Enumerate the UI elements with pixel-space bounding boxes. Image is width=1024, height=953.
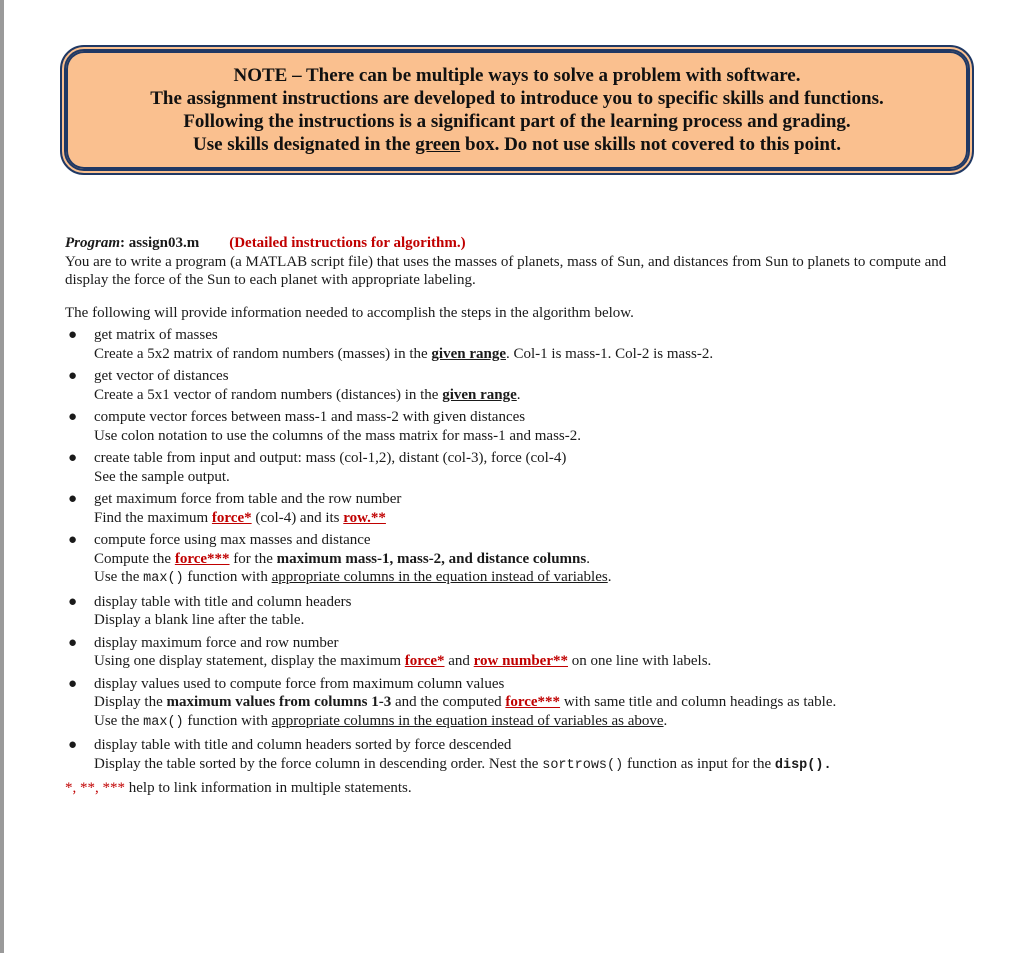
step-get-mass-matrix <box>65 326 985 363</box>
step-detail <box>94 509 985 528</box>
step-title: compute vector forces between mass-1 and mass-2 with given distances <box>94 409 526 425</box>
given-range-emphasis: given range <box>442 386 517 403</box>
max-values-emphasis: maximum values from columns 1-3 <box>166 694 392 710</box>
columns-note-underlined: appropriate columns in the equation instead of variables <box>271 569 608 585</box>
program-detail-note: (Detailed instructions for algorithm.) <box>229 235 466 251</box>
step-title: display maximum force and row number <box>94 634 339 651</box>
intro-text: The following will provide information needed to accomplish the steps in the algorithm below. <box>65 304 634 321</box>
note-line-4-suffix: box. Do not use skills not covered to this point. <box>460 134 842 155</box>
force-triple-star-emphasis: force*** <box>174 550 230 567</box>
page-left-edge <box>0 0 4 953</box>
step-detail <box>94 550 985 569</box>
step-detail-text: with same title and column headings as table. <box>560 694 837 710</box>
step-list <box>65 326 985 775</box>
program-heading <box>65 234 985 253</box>
bullet-icon: ● <box>68 368 78 384</box>
bullet-icon: ● <box>68 532 78 548</box>
note-line-4 <box>193 133 841 156</box>
step-detail-text: Compute the <box>94 550 175 567</box>
step-display-max-values <box>65 675 985 733</box>
step-detail-text: Use the <box>94 569 144 585</box>
step-title: display table with title and column headers sorted by force descended <box>94 737 512 753</box>
max-function-code: max() <box>143 714 184 730</box>
row-number-emphasis: row number** <box>473 653 568 669</box>
step-get-max-force <box>65 490 985 527</box>
step-create-table <box>65 449 985 486</box>
sortrows-function-code: sortrows() <box>542 757 624 773</box>
step-detail: See the sample output. <box>94 468 230 485</box>
note-line-4-prefix: Use skills designated in the <box>192 134 416 155</box>
step-detail-extra <box>94 712 985 733</box>
step-detail-text: Display the <box>94 694 167 710</box>
footer-text: help to link information in multiple statements. <box>125 780 412 796</box>
step-detail <box>94 345 985 364</box>
step-title: get vector of distances <box>94 368 229 384</box>
step-detail-text: function with <box>183 569 272 585</box>
step-detail <box>94 693 985 712</box>
footer-note <box>65 779 985 798</box>
step-detail-text: and <box>444 653 474 669</box>
bullet-icon: ● <box>68 450 78 466</box>
step-title: create table from input and output: mass (col-1,2), distant (col-3), force (col-4) <box>94 450 567 466</box>
row-star-emphasis: row.** <box>343 509 386 526</box>
step-title: display table with title and column headers <box>94 593 352 610</box>
step-compute-max-force <box>65 531 985 589</box>
step-detail-text: . Col-1 is mass-1. Col-2 is mass-2. <box>505 345 714 362</box>
note-box <box>60 45 974 175</box>
force-star-emphasis: force* <box>211 509 252 526</box>
step-detail-text: . <box>663 712 668 729</box>
bullet-icon: ● <box>68 737 78 753</box>
step-detail-text: . <box>586 550 590 567</box>
disp-function-code: disp(). <box>774 757 832 773</box>
note-green-word: green <box>415 134 461 155</box>
force-star-emphasis: force* <box>404 653 445 669</box>
bullet-icon: ● <box>68 675 78 692</box>
step-detail-text: Display the table sorted by the force column in descending order. Nest the <box>94 755 543 772</box>
step-detail-text: on one line with labels. <box>567 653 712 669</box>
step-detail-text: . <box>607 569 612 585</box>
step-detail-text: function with <box>183 712 272 729</box>
footer-stars: *, **, *** <box>65 780 125 796</box>
step-get-distance-vector <box>65 367 985 404</box>
step-detail-text: Create a 5x2 matrix of random numbers (masses) in the <box>94 345 432 362</box>
step-detail: Use colon notation to use the columns of the mass matrix for mass-1 and mass-2. <box>94 427 581 444</box>
step-display-sorted-table <box>65 736 985 775</box>
columns-note-underlined: appropriate columns in the equation instead of variables as above <box>271 712 664 729</box>
step-detail <box>94 755 985 776</box>
bullet-icon: ● <box>68 409 78 425</box>
step-detail-text: Create a 5x1 vector of random numbers (distances) in the <box>94 386 443 403</box>
step-detail-text: for the <box>229 550 277 567</box>
step-detail-text: Find the maximum <box>94 509 212 526</box>
step-detail-text: function as input for the <box>623 755 775 772</box>
bullet-icon: ● <box>68 491 78 507</box>
step-title: compute force using max masses and distance <box>94 532 371 548</box>
step-detail-text: (col-4) and its <box>251 509 344 526</box>
bullet-icon: ● <box>68 327 78 343</box>
max-columns-emphasis: maximum mass-1, mass-2, and distance columns <box>276 550 587 567</box>
step-detail-text: Use the <box>94 712 144 729</box>
step-detail-text: . <box>516 386 521 403</box>
program-description: You are to write a program (a MATLAB script file) that uses the masses of planets, mass of Sun, and distances from Sun to planets to compute and display the force of the Sun to each planet with appropriate labeling. <box>65 253 947 288</box>
force-triple-star-emphasis: force*** <box>505 694 561 710</box>
step-compute-forces <box>65 408 985 445</box>
step-title: display values used to compute force from maximum column values <box>94 675 505 692</box>
bullet-icon: ● <box>68 593 78 610</box>
step-display-max-force <box>65 634 985 671</box>
max-function-code: max() <box>143 571 184 586</box>
step-detail <box>94 386 985 405</box>
step-detail-text: and the computed <box>391 694 506 710</box>
program-colon: : <box>120 235 129 251</box>
step-detail <box>94 652 985 671</box>
step-title: get matrix of masses <box>94 327 218 343</box>
note-line-3: Following the instructions is a significant part of the learning process and grading. <box>183 111 851 132</box>
note-line-2: The assignment instructions are developed to introduce you to specific skills and functions. <box>150 88 884 109</box>
step-title: get maximum force from table and the row number <box>94 491 402 507</box>
bullet-icon: ● <box>68 634 78 651</box>
program-filename: assign03.m <box>128 235 200 251</box>
step-detail-text: Using one display statement, display the maximum <box>94 653 405 669</box>
program-label: Program <box>65 235 121 251</box>
document-body <box>65 234 985 798</box>
note-line-1: NOTE – There can be multiple ways to solve a problem with software. <box>233 65 801 86</box>
step-display-table <box>65 593 985 630</box>
step-detail-extra <box>94 568 985 589</box>
given-range-emphasis: given range <box>431 345 506 362</box>
step-detail: Display a blank line after the table. <box>94 612 305 628</box>
